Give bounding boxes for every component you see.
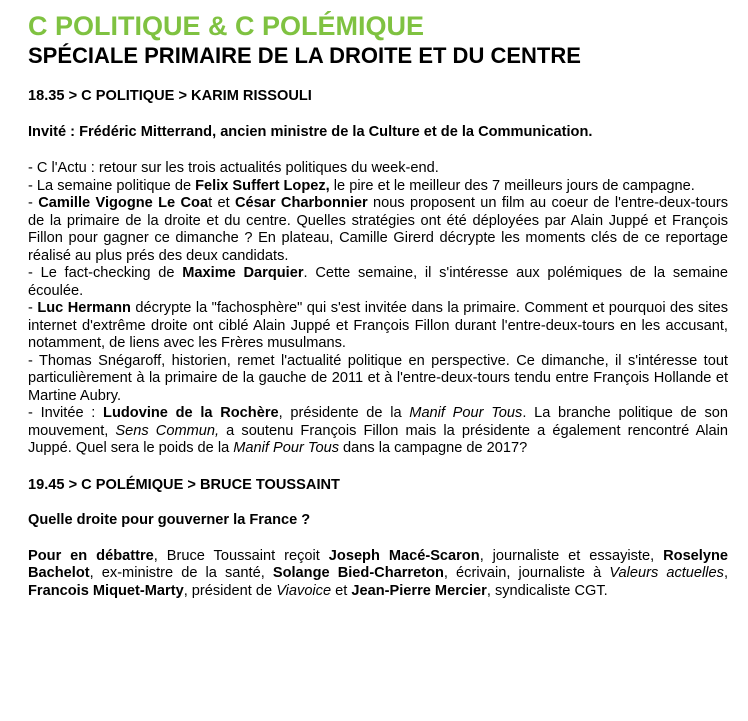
debate-paragraph: Pour en débattre, Bruce Toussaint reçoit Joseph Macé-Scaron, journaliste et essayiste, Roselyne Bachelot, ex-ministre de la santé, Solange Bied-Charreton, écrivain, journaliste à Valeurs actuelles, Francois Miquet-Marty, président de Viavoice et Jean-Pierre Mercier, syndicaliste CGT. [28, 547, 728, 599]
item-fact-checking: - Le fact-checking de Maxime Darquier. Cette semaine, il s'intéresse aux polémiques de la semaine écoulée. [28, 265, 728, 299]
item-film: - Camille Vigogne Le Coat et César Charbonnier nous proposent un film au coeur de l'entre-deux-tours de la primaire de la droite et du centre. Quelles stratégies ont été déployées par Alain Juppé et François Fillon pour gagner ce dimanche ? En plateau, Camille Girerd décrypte les moments clés de ce reportage réalisé au plus prés des deux candidats. [28, 195, 728, 264]
page-title: C POLITIQUE & C POLÉMIQUE [28, 11, 425, 41]
section-heading-c-politique: 18.35 > C POLITIQUE > KARIM RISSOULI [28, 88, 312, 104]
debate-question: Quelle droite pour gouverner la France ? [28, 512, 311, 528]
page-subtitle: SPÉCIALE PRIMAIRE DE LA DROITE ET DU CENTRE [28, 43, 581, 68]
item-semaine-politique: - La semaine politique de Felix Suffert Lopez, le pire et le meilleur des 7 meilleurs jours de campagne. [28, 177, 695, 194]
item-snegaroff: - Thomas Snégaroff, historien, remet l'actualité politique en perspective. Ce dimanche, il s'intéresse tout particulièrement à la primaire de la gauche de 2011 et à l'entre-deux-tours tendu entre François Hollande et Martine Aubry. [28, 352, 728, 404]
item-invitee: - Invitée : Ludovine de la Rochère, présidente de la Manif Pour Tous. La branche politique de son mouvement, Sens Commun, a soutenu François Fillon mais la présidente a également rencontré Alain Juppé. Quel sera le poids de la Manif Pour Tous dans la campagne de 2017? [28, 405, 729, 456]
guest-line: Invité : Frédéric Mitterrand, ancien ministre de la Culture et de la Communication. [28, 123, 593, 140]
program-items [28, 160, 728, 458]
item-c-actu: - C l'Actu : retour sur les trois actualités politiques du week-end. [28, 160, 439, 176]
item-fachosphere: - Luc Hermann décrypte la "fachosphère" qui s'est invitée dans la primaire. Comment et pourquoi des sites internet d'extrême droite ont ciblé Alain Juppé et François Fillon durant l'entre-deux-tours en les accusant, notamment, de liens avec les Frères musulmans. [28, 300, 728, 351]
section-heading-c-polemique: 19.45 > C POLÉMIQUE > BRUCE TOUSSAINT [28, 476, 340, 493]
document-page [28, 0, 728, 600]
